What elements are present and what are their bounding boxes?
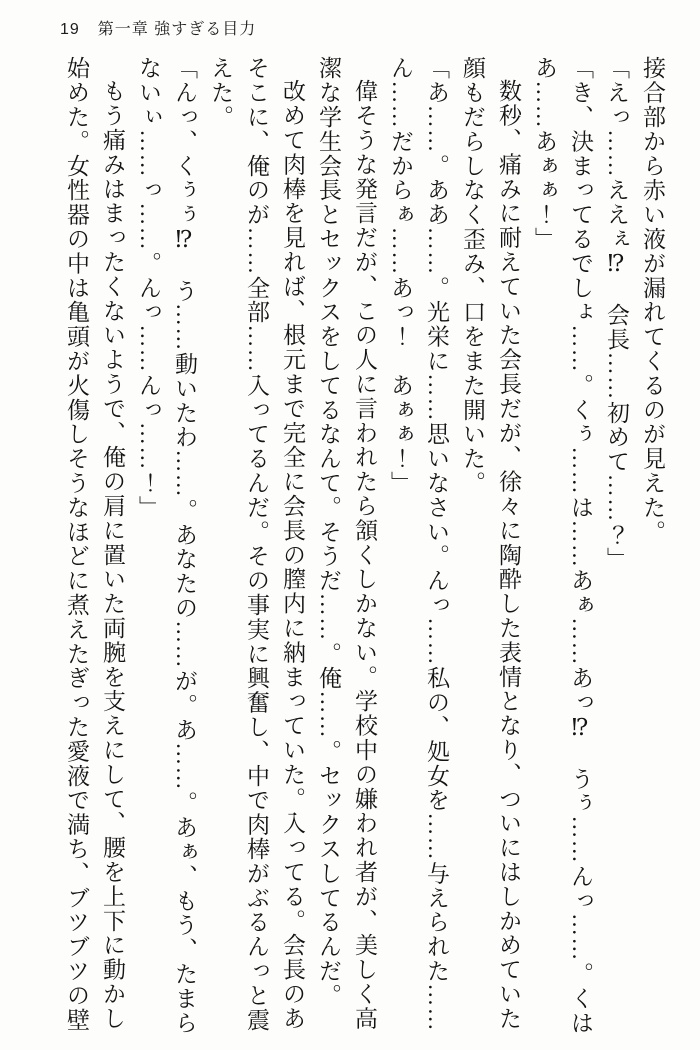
running-head (60, 16, 256, 39)
paragraph: 「き、決まってるでしょ……。くぅ……は……あぁ……あっ⁉ うぅ……んっ……。くはあ……あぁぁ！」 (532, 56, 593, 1035)
chapter-title: 第一章 強すぎる目力 (97, 21, 257, 38)
paragraph: 数秒、痛みに耐えていた会長だが、徐々に陶酔した表情となり、ついにはしかめていた顔もだらしなく歪み、口をまた開いた。 (460, 56, 521, 1031)
paragraph: 「えっ……ええぇ⁉ 会長……初めて……？」 (604, 56, 629, 572)
body-text (54, 56, 670, 1041)
paragraph: 接合部から赤い液が漏れてくるのが見えた。 (640, 56, 665, 544)
paragraph: 「んっ、くぅぅ⁉ う……動いたわ……。あなたの……が。あ……。あぁ、もう、たまらないぃ……っ……。んっ……んっ……！」 (136, 56, 197, 1035)
page-number: 19 (60, 21, 80, 38)
paragraph: 「あ……。ああ……。光栄に……思いなさい。んっ……私の、処女を……与えられた……ん……だからぁ……あっ！ あぁぁ！」 (388, 56, 449, 1032)
paragraph: 改めて肉棒を見れば、根元まで完全に会長の膣内に納まっていた。入ってる。会長のあそこに、俺のが……全部……入ってるんだ。その事実に興奮し、中で肉棒がぶるんっと震えた。 (208, 56, 305, 1032)
paragraph: 偉そうな発言だが、この人に言われたら頷くしかない。学校中の嫌われ者が、美しく高潔な学生会長とセックスをしてるなんて。そうだ……。俺……。セックスしてるんだ。 (316, 56, 377, 1031)
paragraph: もう痛みはまったくないようで、俺の肩に置いた両腕を支えにして、腰を上下に動かし始めた。女性器の中は亀頭が火傷しそうなほどに煮えたぎった愛液で満ち、ブツブツの壁 (64, 56, 125, 1032)
